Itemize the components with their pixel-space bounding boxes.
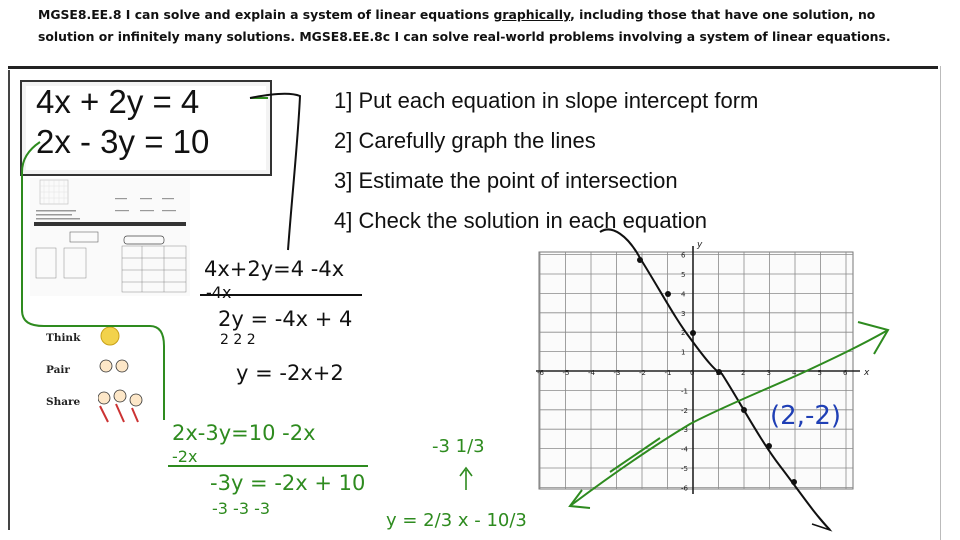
x-tick-label: -4 xyxy=(588,369,595,377)
y-axis-label: y xyxy=(697,240,703,250)
y-tick-label: -2 xyxy=(681,406,688,415)
y-tick-label: -6 xyxy=(681,484,688,493)
pair-label: Pair xyxy=(46,364,70,376)
x-axis-label: x xyxy=(864,368,870,378)
step-3: 3] Estimate the point of intersection xyxy=(334,168,678,193)
y-tick-label: 3 xyxy=(681,309,686,318)
step-2: 2] Carefully graph the lines xyxy=(334,128,596,153)
x-tick-label: 6 xyxy=(843,369,848,377)
eq1-work-line-1: 4x+2y=4 -4x xyxy=(204,257,345,281)
x-tick-label: -6 xyxy=(537,369,544,377)
eq2-work xyxy=(168,421,527,531)
eq1-work-line-3: 2y = -4x + 4 xyxy=(218,307,353,331)
y-tick-label: -5 xyxy=(681,465,688,473)
share-label: Share xyxy=(46,396,81,408)
y-tick-label: 1 xyxy=(681,348,686,357)
black-bracket xyxy=(250,94,300,250)
eq1-work xyxy=(200,257,362,385)
y-tick-label: 2 xyxy=(681,329,686,338)
header-line-2: solution or infinitely many solutions. MGSE8.EE.8c I can solve real-world problems involving a system of linear equations. xyxy=(38,29,891,44)
eq1-work-line-5: y = -2x+2 xyxy=(236,361,344,385)
x-tick-label: 2 xyxy=(741,369,746,377)
y-tick-label: -4 xyxy=(681,445,688,454)
side-note: -3 1/3 xyxy=(432,436,485,457)
step-4: 4] Check the solution in each equation xyxy=(334,208,708,233)
eq2-work-line-1: 2x-3y=10 -2x xyxy=(172,421,316,445)
think-label: Think xyxy=(46,332,81,344)
eq1-work-line-2: -4x xyxy=(206,283,232,302)
x-tick-label: 5 xyxy=(817,369,822,377)
x-tick-label: 3 xyxy=(766,369,771,377)
header-line-1: MGSE8.EE.8 I can solve and explain a system of linear equations graphically, including those that have one solution, no xyxy=(38,7,876,22)
eq2-work-line-5: y = 2/3 x - 10/3 xyxy=(386,510,527,531)
step-1: 1] Put each equation in slope intercept form xyxy=(334,88,759,113)
eq1-work-line-4: 2 2 2 xyxy=(220,332,256,348)
x-tick-label: -1 xyxy=(664,369,672,377)
eq2-work-line-3: -3y = -2x + 10 xyxy=(210,471,366,495)
graphically-underlined: graphically xyxy=(493,7,571,22)
y-tick-label: -3 xyxy=(681,426,688,435)
x-tick-label: -2 xyxy=(639,369,646,377)
y-tick-label: 4 xyxy=(681,290,686,299)
solution-label: (2,-2) xyxy=(770,401,842,431)
eq2-work-line-2: -2x xyxy=(172,447,198,466)
y-tick-label: -1 xyxy=(681,387,688,396)
coordinate-grid xyxy=(536,240,870,494)
x-tick-label: -3 xyxy=(613,369,621,377)
equation-1: 4x + 2y = 4 xyxy=(36,83,200,120)
x-tick-label: 0 xyxy=(690,369,695,377)
equation-2: 2x - 3y = 10 xyxy=(36,123,210,160)
y-tick-label: 6 xyxy=(681,251,686,260)
eq2-work-line-4: -3 -3 -3 xyxy=(212,499,271,518)
x-tick-label: -5 xyxy=(562,369,570,377)
x-tick-label: 4 xyxy=(792,369,797,377)
y-tick-label: 5 xyxy=(681,271,686,279)
